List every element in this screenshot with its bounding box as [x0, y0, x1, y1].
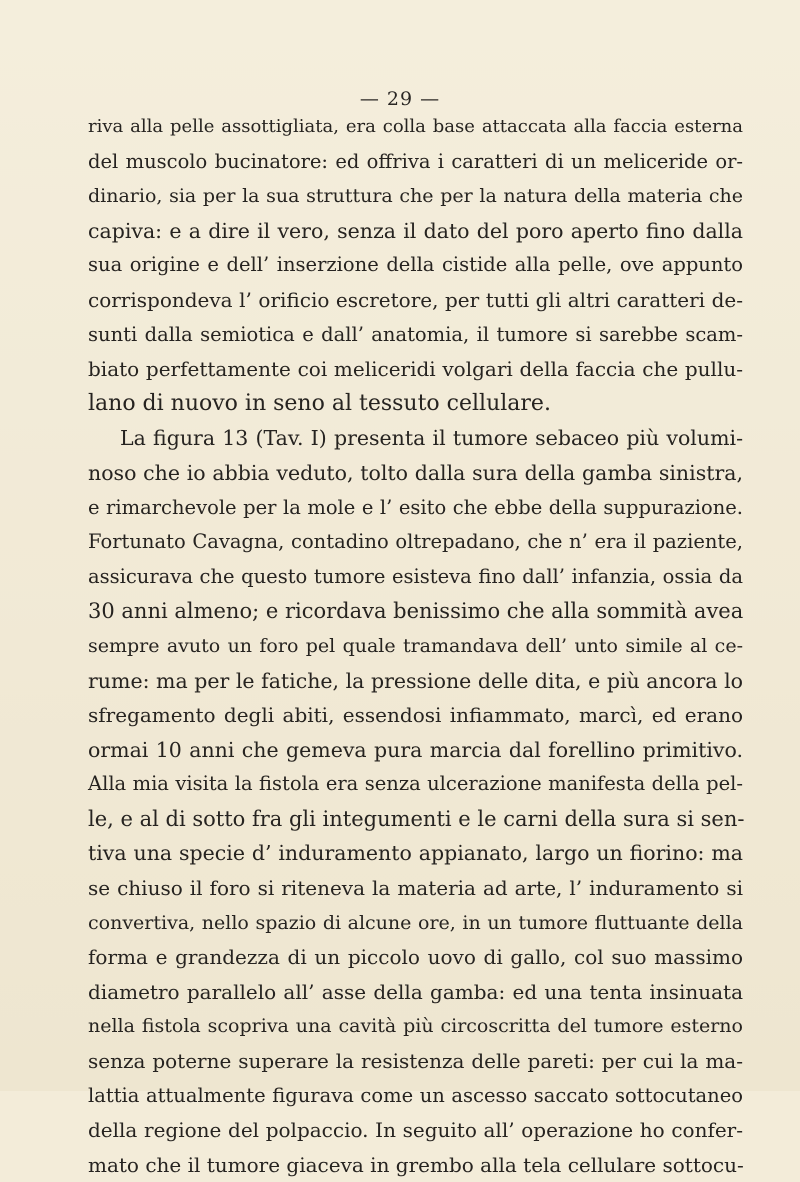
page-number: — 29 — [359, 88, 441, 110]
text-line-3: dinario, sia per la sua struttura che per la natura della materia che [88, 185, 743, 208]
text-line-1: riva alla pelle assottigliata, era colla base attaccata alla faccia esterna [88, 116, 743, 137]
text-line-17: rume: ma per le fatiche, la pressione delle dita, e più ancora lo [88, 668, 743, 693]
text-line-27: nella fistola scopriva una cavità più circoscritta del tumore esterno [88, 1015, 743, 1038]
text-line-21: le, e al di sotto fra gli integumenti e le carni della sura si sen- [88, 806, 745, 831]
text-line-9: lano di nuovo in seno al tessuto cellulare. [88, 390, 551, 416]
text-line-13: Fortunato Cavagna, contadino oltrepadano, che n’ era il paziente, [88, 530, 743, 554]
text-line-4: capiva: e a dire il vero, senza il dato del poro aperto fino dalla [88, 218, 743, 243]
text-line-31: mato che il tumore giaceva in grembo alla tela cellulare sottocu- [88, 1152, 744, 1177]
text-line-14: assicurava che questo tumore esisteva fino dall’ infanzia, ossia da [88, 564, 743, 588]
text-line-25: forma e grandezza di un piccolo uovo di gallo, col suo massimo [88, 945, 743, 970]
text-line-12: e rimarchevole per la mole e l’ esito che ebbe della suppurazione. [88, 495, 743, 519]
text-line-2: del muscolo bucinatore: ed offriva i caratteri di un meliceride or- [88, 149, 743, 173]
text-line-18: sfregamento degli abiti, essendosi infiammato, marcì, ed erano [88, 703, 743, 728]
text-line-16: sempre avuto un foro pel quale tramandava dell’ unto simile al ce- [88, 634, 743, 657]
text-line-5: sua origine e dell’ inserzione della cistide alla pelle, ove appunto [88, 253, 743, 277]
text-line-23: se chiuso il foro si riteneva la materia ad arte, l’ induramento si [88, 876, 743, 901]
text-line-7: sunti dalla semiotica e dall’ anatomia, il tumore si sarebbe scam- [88, 322, 743, 346]
text-line-29: lattia attualmente figurava come un ascesso saccato sottocutaneo [88, 1083, 743, 1107]
text-line-26: diametro parallelo all’ asse della gamba: ed una tenta insinuata [88, 979, 743, 1004]
text-line-22: tiva una specie d’ induramento appianato, largo un fiorino: ma [88, 841, 743, 866]
text-line-19: ormai 10 anni che gemeva pura marcia dal forellino primitivo. [88, 737, 743, 762]
text-line-6: corrispondeva l’ orificio escretore, per tutti gli altri caratteri de- [88, 287, 743, 312]
body-text [88, 110, 743, 1182]
text-line-8: biato perfettamente coi meliceridi volgari della faccia che pullu- [88, 357, 743, 382]
text-line-10: La figura 13 (Tav. I) presenta il tumore sebaceo più volumi- [120, 426, 743, 451]
text-line-15: 30 anni almeno; e ricordava benissimo che alla sommità avea [88, 599, 744, 624]
text-line-11: noso che io abbia veduto, tolto dalla sura della gamba sinistra, [88, 460, 743, 485]
text-line-20: Alla mia visita la fistola era senza ulcerazione manifesta della pel- [88, 772, 743, 796]
text-line-28: senza poterne superare la resistenza delle pareti: per cui la ma- [88, 1049, 743, 1074]
text-line-24: convertiva, nello spazio di alcune ore, in un tumore fluttuante della [88, 911, 743, 934]
text-line-30: della regione del polpaccio. In seguito all’ operazione ho confer- [88, 1118, 743, 1143]
